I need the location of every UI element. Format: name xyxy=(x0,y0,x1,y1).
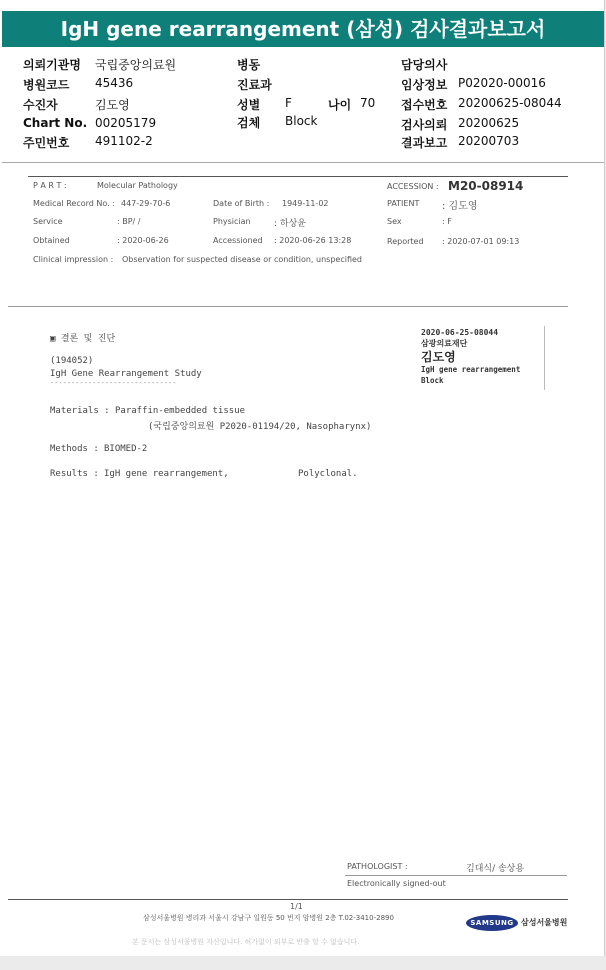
obtained-value: : 2020-06-26 xyxy=(117,236,169,245)
study-code: (194052) xyxy=(50,356,94,366)
signed-out-note: Electronically signed-out xyxy=(347,879,446,888)
stamp-specimen: Block xyxy=(421,376,444,385)
clinical-impression-value: Observation for suspected disease or condition, unspecified xyxy=(122,255,362,264)
dob-value: 1949-11-02 xyxy=(282,199,329,208)
request-date-label: 검사의뢰 xyxy=(401,118,448,132)
mrn-value: 447-29-70-6 xyxy=(121,199,171,208)
sex-value: F xyxy=(285,96,292,110)
service-value: : BP/ / xyxy=(117,217,141,226)
footer-rule xyxy=(8,899,568,900)
hospital-code-label: 병원코드 xyxy=(23,78,70,92)
report-date-value: 20200703 xyxy=(458,134,520,148)
receipt-no-value: 20200625-08044 xyxy=(458,96,562,110)
patient-value: : 김도영 xyxy=(442,201,478,212)
report-sex-label: Sex xyxy=(387,217,402,226)
chart-no-label: Chart No. xyxy=(23,116,88,130)
accessioned-value: : 2020-06-26 13:28 xyxy=(274,236,352,245)
accession-value: M20-08914 xyxy=(448,179,524,193)
report-sex-value: : F xyxy=(442,217,452,226)
samsung-logo: SAMSUNG xyxy=(466,915,518,931)
pathologist-value: 김대식/ 송상용 xyxy=(466,864,525,874)
info-divider xyxy=(2,162,604,163)
institution-label: 의뢰기관명 xyxy=(23,58,81,72)
examinee-label: 수진자 xyxy=(23,98,58,112)
examinee-value: 김도영 xyxy=(95,98,130,112)
clinical-impression-label: Clinical impression : xyxy=(33,255,114,264)
results-label: Results : xyxy=(50,469,99,479)
methods-value: BIOMED-2 xyxy=(104,444,148,454)
physician-value: : 하상윤 xyxy=(274,219,306,229)
methods-label: Methods : xyxy=(50,444,99,454)
report-top-rule xyxy=(28,176,568,177)
materials-value: Paraffin-embedded tissue xyxy=(115,406,246,416)
part-value: Molecular Pathology xyxy=(97,181,178,190)
receipt-no-label: 접수번호 xyxy=(401,98,448,112)
study-underline: ------------------------------ xyxy=(50,379,177,387)
materials-detail: (국립중앙의료원 P2020-01194/20, Nasopharynx) xyxy=(148,422,372,432)
materials-label: Materials : xyxy=(50,406,110,416)
pathologist-label: PATHOLOGIST : xyxy=(347,862,408,871)
chart-no-value: 00205179 xyxy=(95,116,157,130)
clinical-info-label: 임상정보 xyxy=(401,78,448,92)
ward-label: 병동 xyxy=(237,58,261,72)
signature-rule xyxy=(345,875,567,876)
page-number: 1/1 xyxy=(290,902,303,911)
obtained-label: Obtained xyxy=(33,236,70,245)
stamp-receipt-no: 2020-06-25-08044 xyxy=(421,328,499,337)
reported-label: Reported xyxy=(387,237,424,246)
physician-label: Physician xyxy=(213,217,251,226)
stamp-patient: 김도영 xyxy=(421,350,456,364)
age-label: 나이 xyxy=(328,98,352,112)
service-label: Service xyxy=(33,217,63,226)
institution-value: 국립중앙의료원 xyxy=(95,58,177,72)
age-value: 70 xyxy=(360,96,376,110)
specimen-label: 검체 xyxy=(237,116,261,130)
specimen-stamp xyxy=(416,326,545,390)
resident-no-label: 주민번호 xyxy=(23,136,70,150)
study-title: IgH Gene Rearrangement Study xyxy=(50,369,202,379)
stamp-test: IgH gene rearrangement xyxy=(421,365,521,374)
specimen-value: Block xyxy=(285,114,318,128)
hospital-code-value: 45436 xyxy=(95,76,134,90)
patient-label: PATIENT xyxy=(387,199,420,208)
clinical-info-value: P02020-00016 xyxy=(458,76,546,90)
dob-label: Date of Birth : xyxy=(213,199,270,208)
department-label: 진료과 xyxy=(237,78,272,92)
report-title: IgH gene rearrangement (삼성) 검사결과보고서 xyxy=(2,11,604,47)
section-heading: ▣ 결론 및 진단 xyxy=(50,334,116,344)
reported-value: : 2020-07-01 09:13 xyxy=(442,237,520,246)
confidential-notice: 본 문서는 삼성서울병원 자산입니다. 허가없이 외부로 반출 할 수 없습니다. xyxy=(132,938,360,946)
stamp-lab: 삼광의료재단 xyxy=(421,339,468,348)
mrn-label: Medical Record No. : xyxy=(33,199,115,208)
accession-label: ACCESSION : xyxy=(387,182,439,191)
sex-label: 성별 xyxy=(237,98,261,112)
results-value: IgH gene rearrangement, xyxy=(104,469,229,479)
hospital-name: 삼성서울병원 xyxy=(521,918,568,927)
request-date-value: 20200625 xyxy=(458,116,520,130)
report-date-label: 결과보고 xyxy=(401,136,448,150)
accessioned-label: Accessioned xyxy=(213,236,263,245)
report-mid-rule xyxy=(8,306,568,307)
info-block xyxy=(0,0,604,160)
footer-address: 삼성서울병원 병리과 서울시 강남구 일원동 50 번지 암병원 2층 T.02-3410-2890 xyxy=(143,914,394,922)
doctor-label: 담당의사 xyxy=(401,58,448,72)
resident-no-value: 491102-2 xyxy=(95,134,153,148)
results-conclusion: Polyclonal. xyxy=(298,469,358,479)
part-label: P A R T : xyxy=(33,181,67,190)
